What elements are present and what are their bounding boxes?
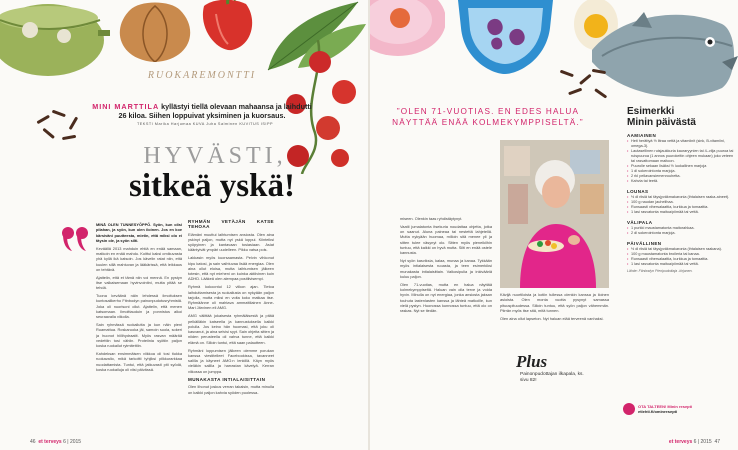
column-3-paragraph: Nyt syön kasviksia, kalaa, munaa ja kanaa. Tykkään myös intialaisesta ruoasta, ja teen esimerkiksi munakasta intialaisittain. Valkosipulia ja inkivääriä kuluu paljon. <box>400 258 492 279</box>
left-folio <box>30 439 81 445</box>
sidebar-section-heading: LOUNAS <box>627 189 649 194</box>
right-page <box>370 0 738 450</box>
portrait-image <box>500 140 609 288</box>
quote-mark-icon <box>60 224 90 254</box>
portrait-photo <box>500 140 609 288</box>
column-2-paragraph: AMG välittää jokaisesta ryhmäläisestä ja pitää pelkälläkin katseella ja kannustuksella kaikki polulla. Jos keino hän huomasi, että joku oli kasvanut, ja aina selvisi syyt. Sain ohjeita sitten ja niiden perusteella oli vahva tunne, että kaikki elämä on. Silloin tuntui, että saan palautteen. <box>188 313 274 345</box>
sidebar-list-item: • Kahvia tai teetä. <box>627 179 735 184</box>
plus-box-title: Plus <box>516 352 548 371</box>
left-page <box>0 0 368 450</box>
sidebar-list-item: • 100 g maustamatonta broileria tai kanaa. <box>627 252 735 257</box>
sidebar-list-item: • Lautasellinen ruisjaukkuria kauraryynien tai 4–vilja puuroa tai ruispuuroa (1 annos puurokeitin ohjeen mukaan) joko veteen tai rasvattomaan maitoon. <box>627 149 735 164</box>
column-1-paragraph: Tuona keväänä näin lehdessä ilmoituksen kuntosalikerho Fitnbodyn painonpudotusryhmistä. Joka oli nuorisoni ollut. Ajattelin, että menen katsomaan. Ilmoittauduin ja ponnistus alkoi seuraavalla viikolla. <box>96 293 182 320</box>
sidebar-list-item: • ½ dl riisiä tai täysjyväkmakaronia (ihtalaisen raaka-aineet). <box>627 195 735 200</box>
magazine-name: et terveys <box>668 439 693 445</box>
column-1-paragraph: Kahdeksan ensimmäisen viikkoa oli tosi tiukka ruokavalio, mikä tarkoitti tyhjiksi pilkkurarkkaa nuodattamista. Tuntui, että jatkuvasti piti syödä, koska ruokailuja oli viisi päivässä. <box>96 351 182 372</box>
column-2-heading-2: MUNAKASTA INTIALAISITTAIN <box>188 377 266 383</box>
column-4-paragraph: Olen aina ollut lapseton. Nyt haluan elää terveenä vanhaksi. <box>500 315 604 321</box>
sidebar-section-heading: AAMIAINEN <box>627 133 657 138</box>
sidebar-list-item: • Runsaasti vihersalaattia, kurkkua ja tomaattia. <box>627 257 735 262</box>
sidebar-list-item: • Heti herättyä ½ litraa vettä ja vitamiinit (sink, B-vitamiini, omega-3). <box>627 139 735 149</box>
column-1-paragraph: Ajattelin, että et tämä niin voi mennä. En pystyn itse valkaisemaan hyvinvointini, mutta pitää se tehdä. <box>96 274 182 291</box>
column-2-paragraph: Lakkasin myös kuorsaamasta. Pelvin vihkonut kipu katosi, ja sain vaihtuvaa lisää energiaa. Olen aina ollut eloisa, mutta laihtumisen jälkeen totesin, että nyt mieheni on kuinka aktiivinen kuin ADHD. Lääkeä olen alempaa positiivisempi. <box>188 255 274 282</box>
lead-paragraph <box>92 102 312 120</box>
sidebar-list-item: • 1 lasi rasvatonta maitoa/piimää tai vettä. <box>627 210 735 215</box>
article-credits: TEKSTI Marika Harjumaa KUVA Juha Salminen KUVITUS ISIPP <box>136 122 274 126</box>
sidebar-title-line-2: Minin päivästä <box>627 117 696 128</box>
right-folio <box>669 439 720 445</box>
sidebar-list <box>627 139 735 184</box>
cooking-pot-illustration <box>0 0 110 90</box>
column-2-paragraph: Olen lihonut joskus verran takaisin, mutta minulla on kaikki paljon kahvia syöden puolessa- <box>188 384 274 395</box>
page-number: 46 <box>30 439 36 445</box>
sidebar-list <box>627 195 735 215</box>
sidebar-section-heading: VÄLIPALA <box>627 220 653 225</box>
page-number: 47 <box>714 439 720 445</box>
column-3-paragraph: miseen. Olenkin taas ryhdistäytynyt. <box>400 216 463 221</box>
column-1-lede: MINÄ OLEN TUNNESYÖPPÖ. Syön, kun olisi pilahan, ja syön, kun olen iloinen. Jos en koe kärsiväni puutteesta, mietin, että miksi olo ei täysin ole, ja syön silti. <box>96 222 182 243</box>
sidebar-box <box>627 106 735 273</box>
article-column-1 <box>96 222 182 430</box>
recipe-promo[interactable] <box>623 403 733 415</box>
promo-disc-icon <box>623 403 635 415</box>
column-3-paragraph: Olen 71-vuotias, mutta en halua näyttää kolmekymppiseltä. Haluan vain olla terve ja voida hyvin. Minulla on nyt energiaa, jonka ansiosta jaksan touhuta lastenlasten kanssa ja lähteä matkoille, kun vielä pystyn. Huonossa kunnossa tuntuu, että olo on raskas. Nyt se tiedän. <box>400 281 492 314</box>
lead-text: kyllästyi tiellä olevaan mahaansa ja laihdutti 26 kiloa. Siihen loppuivat yksiminen ja kuorsaus. <box>118 102 312 120</box>
plus-box-caption: Painonpudottajan ilkapala, ks. sivu 82! <box>520 372 584 384</box>
sidebar-list-item: • 2 rkl pellavansiemenrouhetta. <box>627 174 735 179</box>
sidebar-list-item: • Runsaasti vihersalaattia, kurkkua ja tomaattia. <box>627 205 735 210</box>
column-2-paragraph: Ryhmäni loppumisen jälkeen olemme porukan kanssa viestitelleet Facebookissa, tavanneet salilla ja käyneet AMG:n lenkillä. Käyn myös vieläkin salilla ja harrastan kävelyä. Kerran viikossa on jumppa. <box>188 347 274 374</box>
sidebar-list-item: • 1 lasi rasvatonta maitoa/piimää tai vettä. <box>627 262 735 267</box>
article-column-3 <box>400 216 492 430</box>
promo-title: OTA TALTEEN! Minin resepti <box>638 404 693 409</box>
sidebar-list-item: • 1 purkki maustamatonta maitorahkaa. <box>627 226 735 231</box>
column-2-heading-1: RYHMÄN VETÄJÄN KATSE TEHOAA <box>188 219 274 230</box>
column-1-paragraph: Keväällä 2013 mahduin ehtiä en enää samaan, matkoin en enää mahdu. Koittui kaksi omikuvasta yhä kyllä ikä katsoin. Jos kävelin ratat niin, että kuulen sillä mahtuvan ja lääkärissä, että leikkaus on tehtävä. <box>96 245 182 272</box>
bowl-illustration <box>458 0 553 75</box>
column-4-paragraph: Kävijä nuortiloista ja kotiin tullessa olenkin kanssa ja iloinen asioista. Olen monta vuotta pysynyt samassa pituuspituudessa. Silloin tuntuu, että syön paljon vähemmän. Piirrän myös itse sitä, mitä tunnen. <box>500 292 609 313</box>
sidebar-title-line-1: Esimerkki <box>627 106 675 117</box>
column-2-paragraph: Ryhmä kokoontui 12 viikon ajan. Tietoa laihduttamisesta ja ruokailusta on nykyään paljon tarjolla, mutta miksi en voita koko matkaa itse. Ryhmäänne oli mahtava ammattilainen Anne-Mari Järvinen eli AMG. <box>188 284 274 311</box>
section-kicker: RUOKAREMONTTI <box>147 70 257 81</box>
promo-link[interactable]: etlehti.fi/ominresepti <box>638 409 678 414</box>
column-2-paragraph: Elämäni muuttui laihtumisen ansiosta. Olen aina yskinyt paljon, mutta nyt yskä loppui. Kiinteiksi syöpyinen ja kantavaan tosiasiaan. Asiat kääntyivät ympäri uudelleen. Pikku vatsa pois. <box>188 231 274 253</box>
sidebar-list-item: • ½ dl riisiä tai täysjyväkmakaronia (ihtalaisen raakana). <box>627 247 735 252</box>
issue-number: 6 | 2015 <box>693 439 712 445</box>
pull-quote: ”OLEN 71-VUOTIAS. EN EDES HALUA NÄYTTÄÄ ENÄÄ KOLMEKYMPPISELTÄ.” <box>392 107 584 127</box>
article-column-4 <box>500 292 609 348</box>
headline-line-1: HYVÄSTI, <box>143 143 287 169</box>
sidebar-source-note: Lähde: Fitnbodyn Pienipudottaja -kirjanen. <box>627 269 693 273</box>
sidebar-list-item: • 1 dl sokerointonta marjoja. <box>627 169 735 174</box>
onion-illustration <box>110 0 200 62</box>
sidebar-list-item: • 2 dl sokerointonta marjoja. <box>627 231 735 236</box>
sidebar-list <box>627 226 735 236</box>
sidebar-section-heading: PÄIVÄLLINEN <box>627 241 662 246</box>
promo-text <box>638 404 692 414</box>
red-pepper-illustration <box>198 0 260 52</box>
magazine-name: et terveys <box>38 439 62 445</box>
plate-illustration <box>370 0 445 58</box>
cloves-illustration <box>32 108 92 148</box>
column-3-paragraph: Vaatii jumalatonta itsekuria noudattaa ohjetta, jotka on saanut. Aluna paineaa tai nestettä lahjetellä. Mutta nykyään huomaa, milloin sitä menee yli ja sitten tulee väsynyt olo. Sitten myös pieneikilhin tuntuu, että kaikki on hyvä mutta. Silti en enää ostele kannusta. <box>400 223 492 256</box>
sidebar-list-item: • 100 g naudan jauhelihaa. <box>627 200 735 205</box>
lead-name: MINI MARTTILA <box>92 102 160 111</box>
column-1-paragraph: Sain ryhmässä ruokailutta ja kun näin pieni Ruamattua. Roskaruoka jäi, samoin suola, sokeri ja huonot hiilihydraatit. Myös rasvan määrää vedettiin tosi vähiin. Proteiinia syötiin paljon koska ruokailut rytmitettiin. <box>96 322 182 349</box>
sidebar-list-item: • Puurolle sekaan lisäksi ½ luokallinen marjoja <box>627 164 735 169</box>
headline-line-2: sitkeä yskä! <box>129 168 295 204</box>
article-column-2 <box>188 216 274 430</box>
issue-number: 6 | 2015 <box>63 439 82 445</box>
cloves-illustration <box>556 64 616 106</box>
sidebar-list <box>627 247 735 267</box>
